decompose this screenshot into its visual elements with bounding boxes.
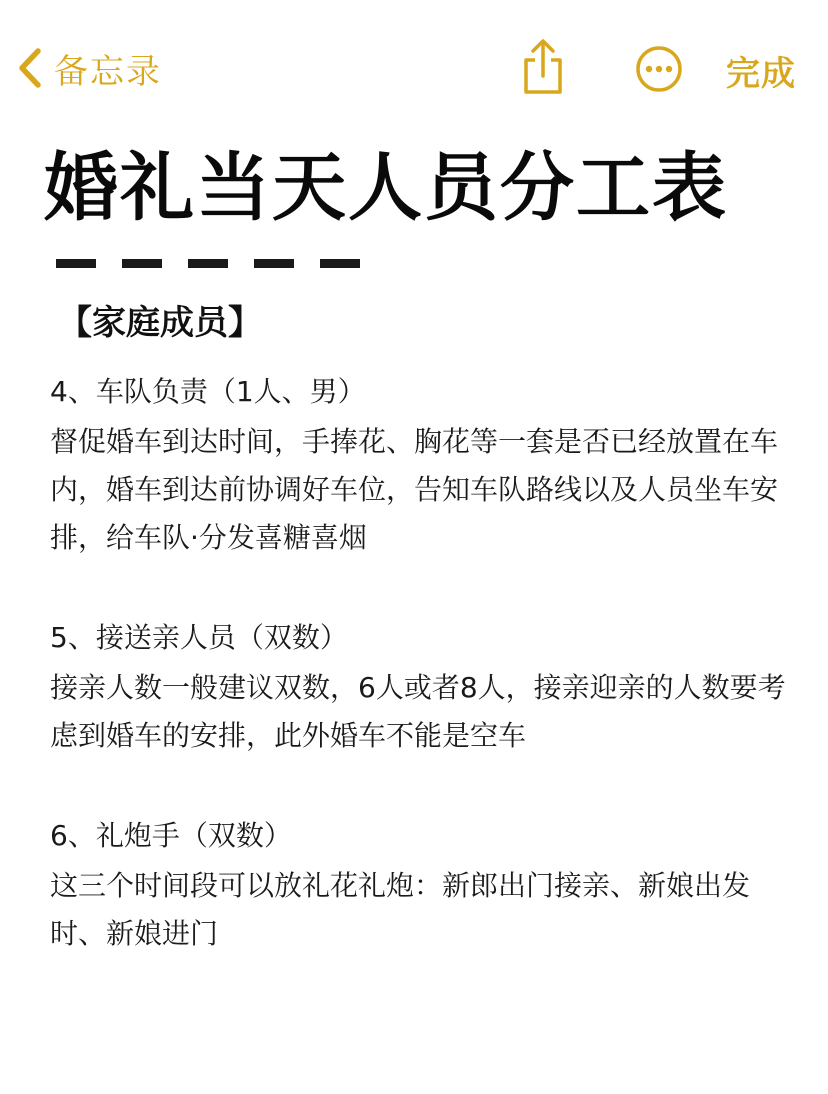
note-title: 婚礼当天人员分工表 (44, 145, 728, 231)
item-body: 这三个时间段可以放礼花礼炮：新郎出门接亲、新娘出发时、新娘进门 (50, 869, 751, 950)
divider-dash (320, 259, 360, 268)
dash-divider (56, 259, 386, 271)
chevron-left-icon (14, 46, 44, 90)
note-item (50, 812, 790, 958)
divider-dash (188, 259, 228, 268)
done-button[interactable]: 完成 (726, 54, 796, 94)
item-heading: 4、车队负责（1人、男） (50, 375, 366, 408)
note-body (50, 368, 790, 1010)
note-item (50, 614, 790, 760)
back-label: 备忘录 (54, 51, 162, 92)
item-body: 督促婚车到达时间，手捧花、胸花等一套是否已经放置在车内，婚车到达前协调好车位，告知车队路线以及人员坐车安排，给车队·分发喜糖喜烟 (50, 425, 779, 554)
back-button[interactable] (14, 40, 162, 96)
item-body: 接亲人数一般建议双数，6人或者8人，接亲迎亲的人数要考虑到婚车的安排，此外婚车不能是空车 (50, 671, 786, 752)
more-options-button[interactable] (634, 44, 684, 94)
section-heading: 【家庭成员】 (58, 303, 262, 343)
divider-dash (56, 259, 96, 268)
navigation-bar (0, 0, 828, 140)
share-icon (518, 83, 568, 102)
item-heading: 6、礼炮手（双数） (50, 819, 292, 852)
note-item (50, 368, 790, 562)
divider-dash (122, 259, 162, 268)
divider-dash (254, 259, 294, 268)
item-heading: 5、接送亲人员（双数） (50, 621, 348, 654)
share-button[interactable] (518, 38, 568, 98)
more-icon (634, 79, 684, 98)
